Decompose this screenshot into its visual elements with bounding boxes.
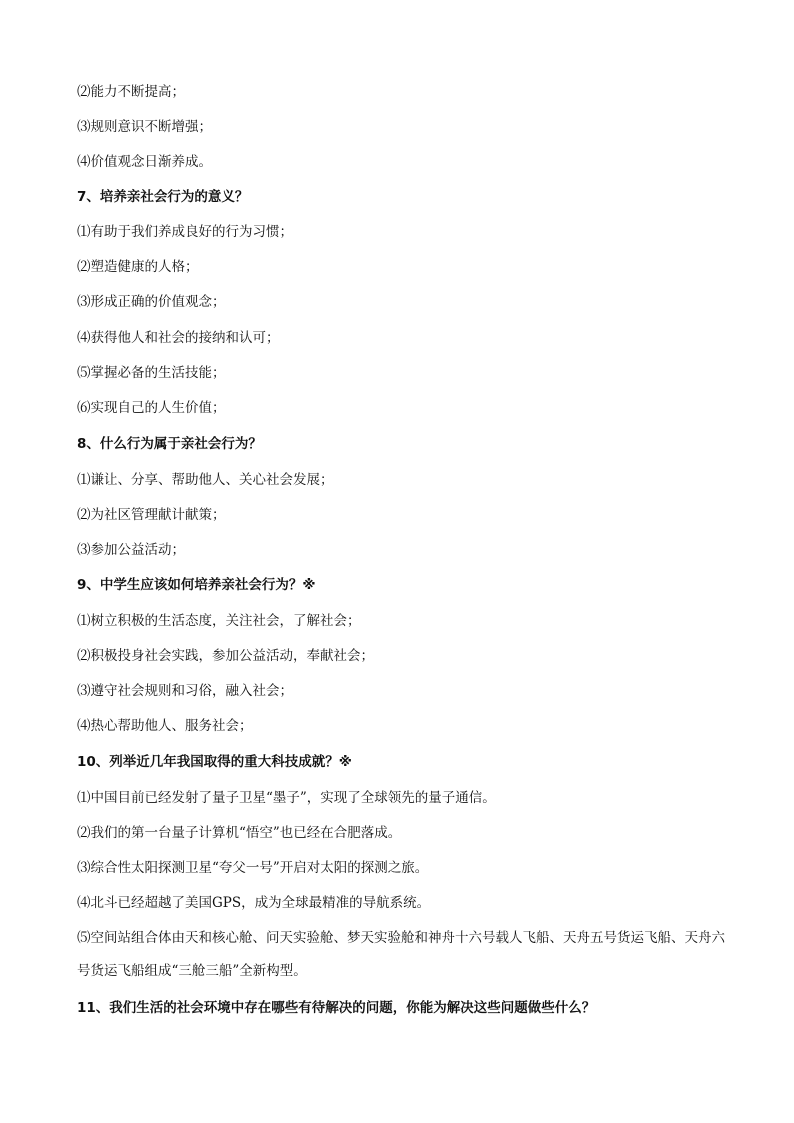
list-item: ⑴谦让、分享、帮助他人、关心社会发展； xyxy=(77,472,334,488)
list-item: ⑶遵守社会规则和习俗，融入社会； xyxy=(77,683,293,699)
list-item: ⑵为社区管理献计献策； xyxy=(77,507,226,523)
section-heading: 10、列举近几年我国取得的重大科技成就？※ xyxy=(77,754,352,770)
list-item: ⑹实现自己的人生价值； xyxy=(77,400,226,416)
section-heading: 11、我们生活的社会环境中存在哪些有待解决的问题，你能为解决这些问题做些什么？ xyxy=(77,1000,596,1016)
list-item: ⑷热心帮助他人、服务社会； xyxy=(77,718,253,734)
list-item: ⑶参加公益活动； xyxy=(77,542,185,558)
list-item: ⑸空间站组合体由天和核心舱、问天实验舱、梦天实验舱和神舟十六号载人飞船、天舟五号货运飞船、天舟六号货运飞船组成“三舱三船”全新构型。 xyxy=(77,930,725,979)
list-item: ⑵塑造健康的人格； xyxy=(77,259,199,275)
list-item: ⑶规则意识不断增强； xyxy=(77,119,212,135)
list-item: ⑷获得他人和社会的接纳和认可； xyxy=(77,330,280,346)
list-item: ⑴中国目前已经发射了量子卫星“墨子”，实现了全球领先的量子通信。 xyxy=(77,790,496,806)
list-item: ⑵积极投身社会实践，参加公益活动，奉献社会； xyxy=(77,648,374,664)
list-item: ⑶形成正确的价值观念； xyxy=(77,294,226,310)
section-heading: 7、培养亲社会行为的意义？ xyxy=(77,189,249,205)
section-heading: 9、中学生应该如何培养亲社会行为？※ xyxy=(77,577,316,593)
list-item: ⑴树立积极的生活态度，关注社会，了解社会； xyxy=(77,613,361,629)
list-item: ⑸掌握必备的生活技能； xyxy=(77,365,226,381)
list-item: ⑴有助于我们养成良好的行为习惯； xyxy=(77,224,293,240)
list-item: ⑵能力不断提高； xyxy=(77,84,185,100)
list-item: ⑵我们的第一台量子计算机“悟空”也已经在合肥落成。 xyxy=(77,825,402,841)
list-item: ⑶综合性太阳探测卫星“夸父一号”开启对太阳的探测之旅。 xyxy=(77,860,429,876)
section-heading: 8、什么行为属于亲社会行为？ xyxy=(77,436,262,452)
list-item: ⑷北斗已经超越了美国GPS，成为全球最精准的导航系统。 xyxy=(77,895,431,911)
list-item: ⑷价值观念日渐养成。 xyxy=(77,154,212,170)
